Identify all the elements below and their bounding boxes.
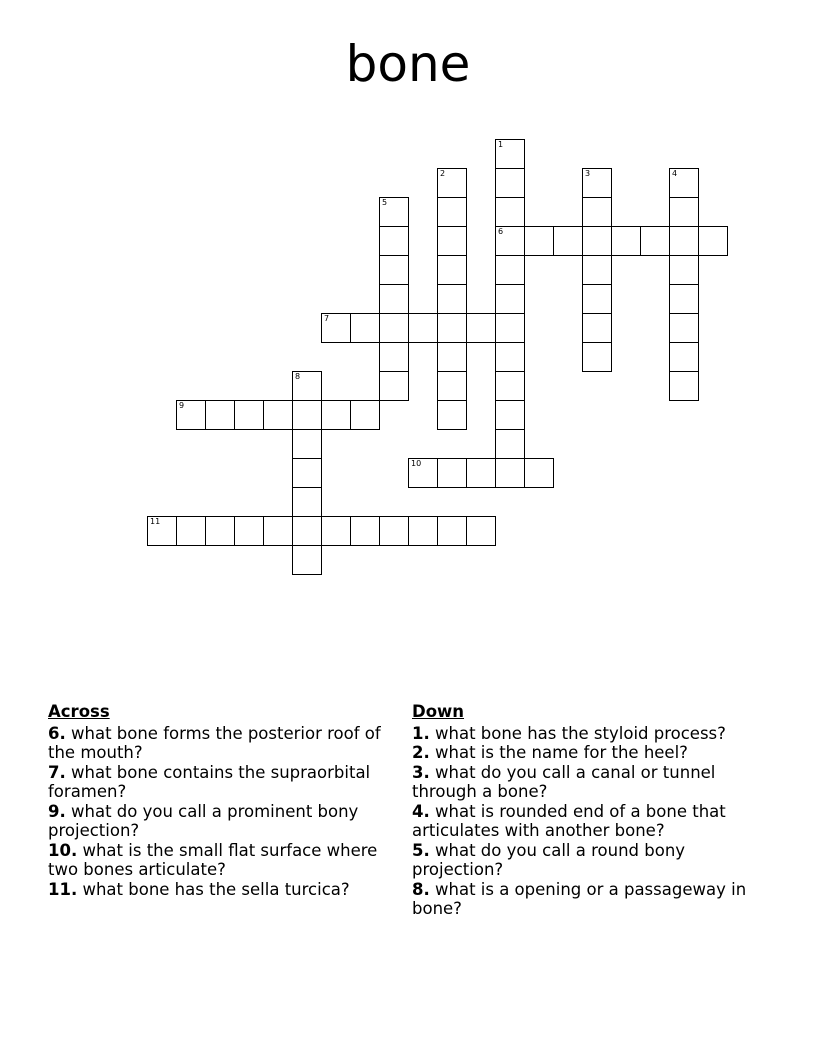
crossword-cell[interactable] [350,516,380,546]
crossword-cell[interactable] [524,458,554,488]
crossword-cell[interactable] [176,400,206,430]
crossword-cell[interactable] [408,313,438,343]
crossword-cell[interactable] [437,255,467,285]
crossword-cell[interactable] [669,255,699,285]
crossword-cell[interactable] [321,400,351,430]
crossword-cell[interactable] [292,371,322,401]
crossword-cell[interactable] [176,516,206,546]
crossword-cell[interactable] [234,516,264,546]
crossword-cell[interactable] [669,313,699,343]
crossword-cell[interactable] [292,545,322,575]
down-clue-4: 4. what is rounded end of a bone that articulates with another bone? [412,801,726,840]
cell-number: 8 [295,372,301,381]
crossword-cell[interactable] [147,516,177,546]
crossword-cell[interactable] [669,226,699,256]
crossword-cell[interactable] [321,313,351,343]
crossword-cell[interactable] [437,400,467,430]
cell-number: 9 [179,401,185,410]
crossword-cell[interactable] [669,284,699,314]
down-clues [412,702,757,919]
cell-number: 1 [498,140,504,149]
crossword-cell[interactable] [437,226,467,256]
across-heading: Across [48,702,110,721]
crossword-cell[interactable] [640,226,670,256]
crossword-cell[interactable] [437,371,467,401]
crossword-cell[interactable] [669,342,699,372]
crossword-cell[interactable] [582,284,612,314]
crossword-cell[interactable] [350,400,380,430]
crossword-cell[interactable] [263,400,293,430]
crossword-cell[interactable] [408,516,438,546]
crossword-cell[interactable] [263,516,293,546]
crossword-cell[interactable] [669,371,699,401]
crossword-cell[interactable] [495,458,525,488]
crossword-cell[interactable] [582,342,612,372]
crossword-cell[interactable] [611,226,641,256]
crossword-cell[interactable] [437,516,467,546]
crossword-cell[interactable] [437,313,467,343]
crossword-cell[interactable] [495,313,525,343]
puzzle-title: bone [345,35,471,93]
crossword-cell[interactable] [379,313,409,343]
crossword-cell[interactable] [379,284,409,314]
cell-number: 5 [382,198,388,207]
crossword-cell[interactable] [582,313,612,343]
crossword-cell[interactable] [495,255,525,285]
crossword-cell[interactable] [292,429,322,459]
crossword-cell[interactable] [495,139,525,169]
crossword-cell[interactable] [466,313,496,343]
down-clue-3: 3. what do you call a canal or tunnel through a bone? [412,762,716,801]
down-clue-5: 5. what do you call a round bony projection? [412,840,686,879]
crossword-cell[interactable] [582,226,612,256]
crossword-cell[interactable] [234,400,264,430]
across-clue-9: 9. what do you call a prominent bony projection? [48,801,359,840]
down-clue-1: 1. what bone has the styloid process? [412,723,726,743]
crossword-cell[interactable] [292,458,322,488]
down-clue-2: 2. what is the name for the heel? [412,743,688,762]
cell-number: 3 [585,169,591,178]
crossword-cell[interactable] [524,226,554,256]
across-clues [48,702,393,899]
crossword-cell[interactable] [292,516,322,546]
crossword-cell[interactable] [437,342,467,372]
crossword-cell[interactable] [437,197,467,227]
crossword-cell[interactable] [698,226,728,256]
crossword-cell[interactable] [379,226,409,256]
crossword-cell[interactable] [495,342,525,372]
cell-number: 6 [498,227,504,236]
crossword-cell[interactable] [582,197,612,227]
cell-number: 4 [672,169,678,178]
crossword-cell[interactable] [495,197,525,227]
crossword-cell[interactable] [321,516,351,546]
crossword-cell[interactable] [350,313,380,343]
crossword-cell[interactable] [292,487,322,517]
crossword-cell[interactable] [553,226,583,256]
across-clue-10: 10. what is the small flat surface where two bones articulate? [48,840,378,879]
crossword-cell[interactable] [379,516,409,546]
crossword-cell[interactable] [495,284,525,314]
crossword-cell[interactable] [379,197,409,227]
crossword-cell[interactable] [669,168,699,198]
crossword-cell[interactable] [466,516,496,546]
crossword-cell[interactable] [495,168,525,198]
across-clue-7: 7. what bone contains the supraorbital foramen? [48,762,371,801]
crossword-cell[interactable] [205,516,235,546]
crossword-cell[interactable] [379,342,409,372]
down-heading: Down [412,702,465,721]
crossword-cell[interactable] [466,458,496,488]
cell-number: 10 [411,459,422,468]
crossword-cell[interactable] [379,255,409,285]
crossword-cell[interactable] [205,400,235,430]
crossword-cell[interactable] [437,458,467,488]
crossword-cell[interactable] [495,226,525,256]
down-clue-8: 8. what is a opening or a passageway in bone? [412,879,747,918]
across-clue-11: 11. what bone has the sella turcica? [48,879,350,899]
crossword-cell[interactable] [437,168,467,198]
crossword-cell[interactable] [292,400,322,430]
across-clue-6: 6. what bone forms the posterior roof of the mouth? [48,723,381,762]
crossword-cell[interactable] [582,168,612,198]
crossword-cell[interactable] [437,284,467,314]
crossword-cell[interactable] [379,371,409,401]
crossword-cell[interactable] [495,400,525,430]
cell-number: 11 [150,517,161,526]
cell-number: 2 [440,169,446,178]
crossword-cell[interactable] [669,197,699,227]
crossword-cell[interactable] [495,371,525,401]
cell-number: 7 [324,314,330,323]
crossword-cell[interactable] [582,255,612,285]
crossword-cell[interactable] [495,429,525,459]
crossword-cell[interactable] [408,458,438,488]
